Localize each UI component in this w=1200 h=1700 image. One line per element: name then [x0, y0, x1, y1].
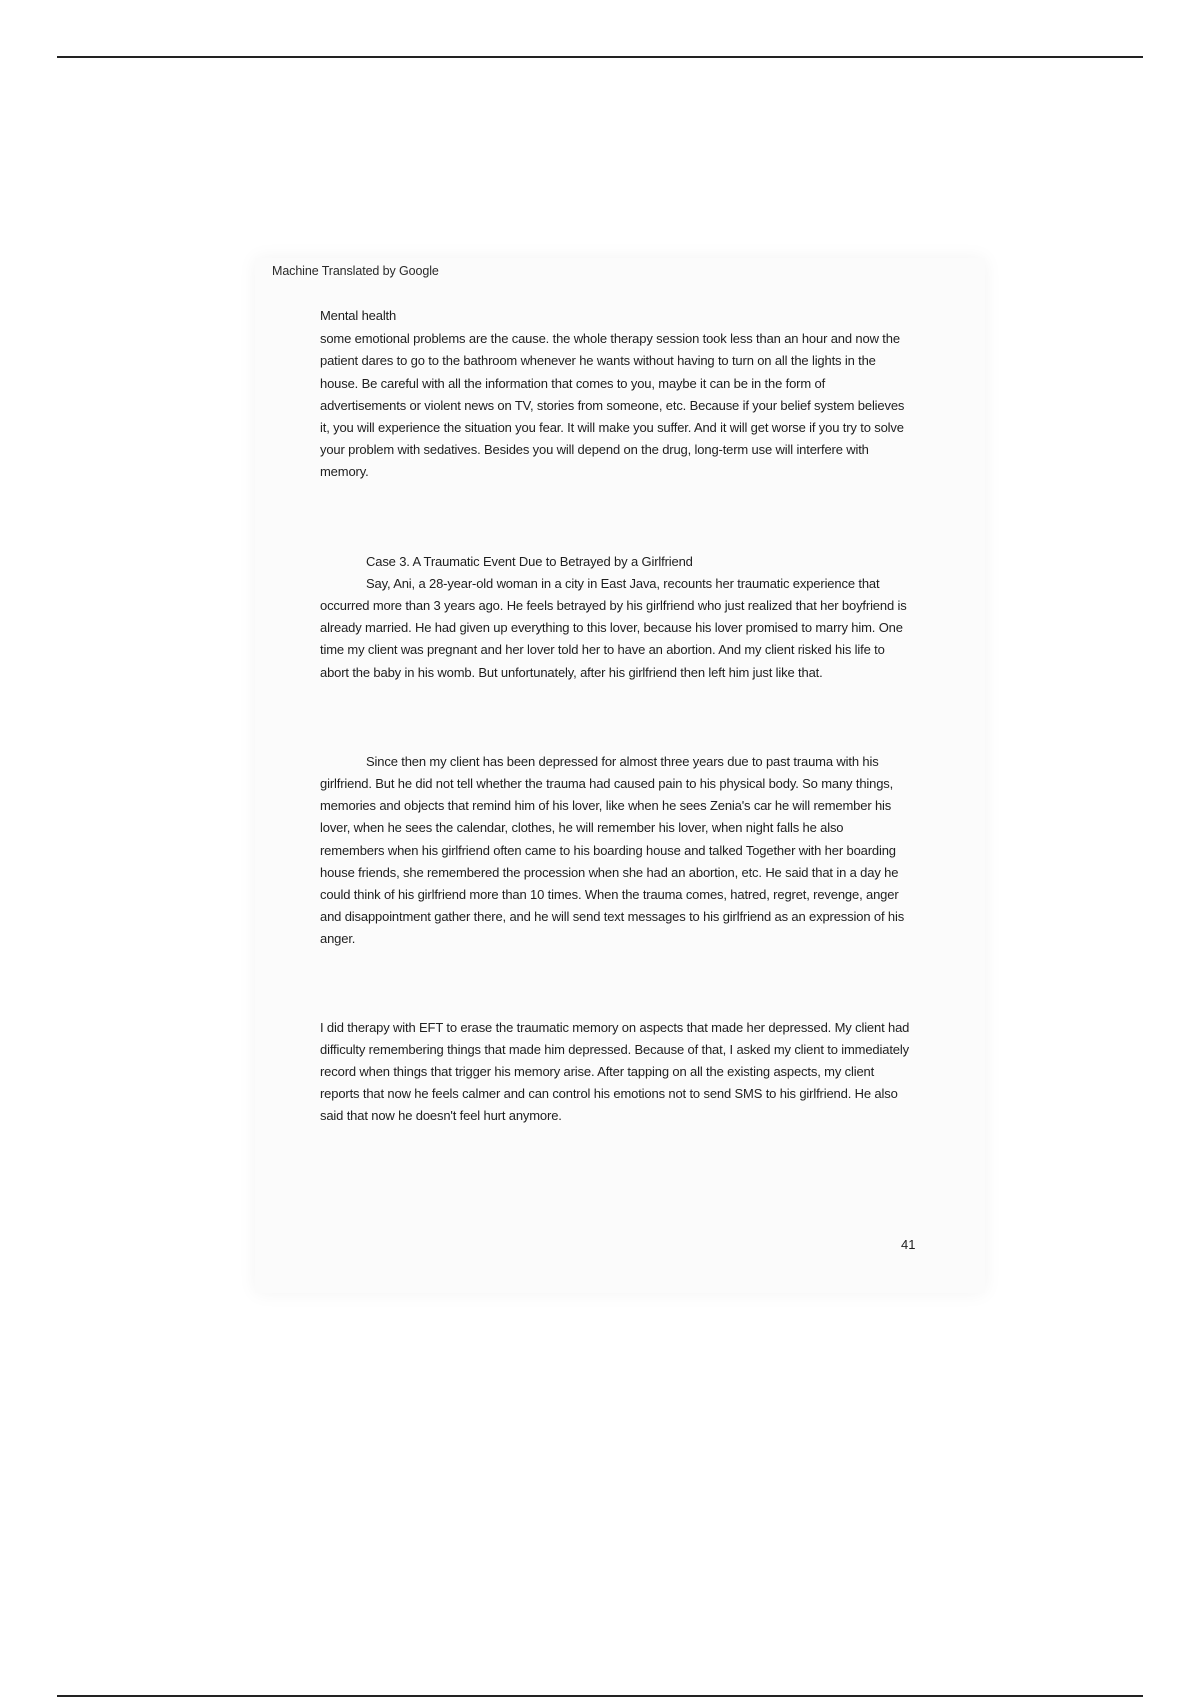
- paragraph-depression: Since then my client has been depressed for almost three years due to past trauma with his girlfriend. But he did not tell whether the trauma had caused pain to his physical body. So many things, memories and objects that remind him of his lover, like when he sees Zenia's car he will remember his lover, when he sees the calendar, clothes, he will remember his lover, when night falls he also remembers when his girlfriend often came to his boarding house and talked Together with her boarding house friends, she remembered the procession when she had an abortion, etc. He said that in a day he could think of his girlfriend more than 10 times. When the trauma comes, hatred, regret, revenge, anger and disappointment gather there, and he will send text messages to his girlfriend as an expression of his anger.: [320, 753, 905, 947]
- running-head: Mental health: [320, 308, 397, 323]
- bottom-divider: [57, 1695, 1143, 1697]
- page-content: [320, 305, 910, 1128]
- paragraph-eft-therapy: I did therapy with EFT to erase the traumatic memory on aspects that made her depressed. My client had difficulty remembering things that made him depressed. Because of that, I asked my client to immediately record when things that trigger his memory arise. After tapping on all the existing aspects, my client reports that now he feels calmer and can control his emotions not to send SMS to his girlfriend. He also said that now he doesn't feel hurt anymore.: [320, 1019, 910, 1124]
- paragraph-therapy-intro: some emotional problems are the cause. the whole therapy session took less than an hour and now the patient dares to go to the bathroom whenever he wants without having to turn on all the lights in the house. Be careful with all the information that comes to you, maybe it can be in the form of advertisements or violent news on TV, stories from someone, etc. Because if your belief system believes it, you will experience the situation you fear. It will make you suffer. And it will get worse if you try to solve your problem with sedatives. Besides you will depend on the drug, long-term use will interfere with memory.: [320, 331, 905, 480]
- section-spacer: [320, 684, 910, 751]
- section-spacer: [320, 951, 910, 1017]
- paragraph-case-story: Say, Ani, a 28-year-old woman in a city in East Java, recounts her traumatic experience that occurred more than 3 years ago. He feels betrayed by his girlfriend who just realized that her boyfriend is already married. He had given up everything to this lover, because his lover promised to marry him. One time my client was pregnant and her lover told her to have an abortion. And my client risked his life to abort the baby in his womb. But unfortunately, after his girlfriend then left him just like that.: [320, 575, 907, 680]
- translation-banner: Machine Translated by Google: [272, 264, 439, 278]
- section-spacer: [320, 484, 910, 551]
- page-number: 41: [901, 1237, 916, 1252]
- case-heading: Case 3. A Traumatic Event Due to Betrayed by a Girlfriend: [366, 553, 693, 569]
- top-divider: [57, 56, 1143, 58]
